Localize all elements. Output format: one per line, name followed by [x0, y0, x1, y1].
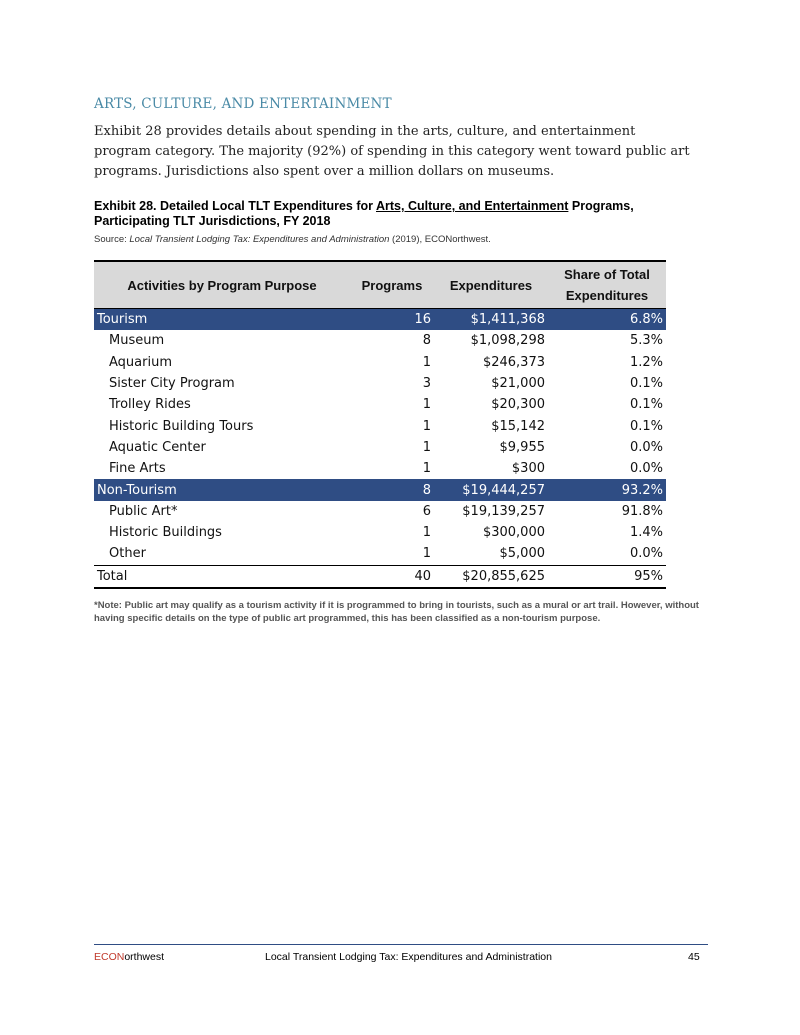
- cell-activity: Historic Buildings: [109, 525, 222, 541]
- header-activity: Activities by Program Purpose: [127, 277, 317, 293]
- cell-expenditures: $1,411,368: [434, 309, 548, 331]
- table-note: *Note: Public art may qualify as a tourism activity if it is programmed to bring in tourists, such as a mural or art trail. However, without having specific details on the type of public art programmed, this has been classified as a non-tourism purpose.: [94, 600, 699, 624]
- section-heading: ARTS, CULTURE, AND ENTERTAINMENT: [94, 96, 392, 112]
- cell-programs: 40: [350, 565, 434, 588]
- cell-expenditures: $20,300: [491, 397, 545, 413]
- header-share: [548, 261, 666, 309]
- cell-programs: 8: [350, 479, 434, 500]
- footer-divider: [94, 944, 708, 945]
- cell-activity: Fine Arts: [109, 461, 166, 477]
- table-row: [94, 415, 666, 436]
- cell-activity: Aquatic Center: [109, 439, 206, 455]
- cell-share: 0.1%: [629, 418, 663, 434]
- footer-brand-red: ECON: [94, 951, 125, 963]
- cell-activity: Museum: [109, 333, 165, 349]
- cell-programs: 3: [422, 376, 431, 392]
- cell-activity: Tourism: [94, 309, 350, 331]
- source-label: Source:: [94, 234, 130, 245]
- cell-activity: Other: [109, 546, 146, 562]
- table-row-group: [94, 479, 666, 500]
- table-row-group: [94, 309, 666, 331]
- cell-share: 1.4%: [629, 525, 663, 541]
- header-programs: Programs: [361, 277, 423, 293]
- cell-share: 93.2%: [548, 479, 666, 500]
- cell-programs: 1: [422, 418, 431, 434]
- table-row: [94, 501, 666, 522]
- intro-paragraph: Exhibit 28 provides details about spending in the arts, culture, and entertainment program category. The majority (92%) of spending in this category went toward public art programs. Jurisdictions also spent over a million dollars on museums.: [94, 124, 690, 179]
- expenditures-table: [94, 260, 666, 589]
- footer-title: Local Transient Lodging Tax: Expenditures and Administration: [265, 951, 552, 963]
- cell-share: 91.8%: [621, 503, 663, 519]
- page-number: 45: [688, 951, 700, 963]
- exhibit-source: [94, 234, 491, 245]
- cell-activity: Total: [94, 565, 350, 588]
- table-row: [94, 373, 666, 394]
- cell-expenditures: $15,142: [491, 418, 545, 434]
- table-row-total: [94, 565, 666, 588]
- table-row: [94, 394, 666, 415]
- cell-expenditures: $300: [511, 461, 545, 477]
- cell-activity: Aquarium: [109, 354, 172, 370]
- cell-activity: Trolley Rides: [109, 397, 191, 413]
- table-row: [94, 458, 666, 479]
- cell-programs: 1: [422, 546, 431, 562]
- footer-brand-rest: orthwest: [124, 951, 165, 963]
- cell-expenditures: $300,000: [482, 525, 545, 541]
- cell-share: 5.3%: [629, 333, 663, 349]
- exhibit-title-prefix: Exhibit 28. Detailed Local TLT Expenditures for: [94, 199, 376, 213]
- cell-expenditures: $21,000: [491, 376, 545, 392]
- table-header: [94, 261, 666, 309]
- cell-share: 95%: [548, 565, 666, 588]
- table-row: [94, 352, 666, 373]
- table-row: [94, 522, 666, 543]
- cell-programs: 1: [422, 354, 431, 370]
- cell-expenditures: $9,955: [499, 439, 545, 455]
- cell-share: 6.8%: [548, 309, 666, 331]
- header-expenditures: Expenditures: [449, 277, 533, 293]
- cell-expenditures: $5,000: [499, 546, 545, 562]
- cell-activity: Historic Building Tours: [109, 418, 254, 434]
- cell-share: 0.0%: [629, 439, 663, 455]
- source-italic: Local Transient Lodging Tax: Expenditures and Administration: [129, 234, 390, 245]
- cell-programs: 1: [422, 397, 431, 413]
- cell-share: 0.1%: [629, 397, 663, 413]
- cell-share: 0.0%: [629, 546, 663, 562]
- table-row: [94, 330, 666, 351]
- cell-activity: Non-Tourism: [94, 479, 350, 500]
- cell-expenditures: $19,444,257: [434, 479, 548, 500]
- table-row: [94, 543, 666, 565]
- cell-share: 0.0%: [629, 461, 663, 477]
- header-share-line2: Expenditures: [565, 288, 649, 303]
- cell-expenditures: $20,855,625: [434, 565, 548, 588]
- cell-activity: Public Art*: [109, 503, 178, 519]
- cell-expenditures: $246,373: [482, 354, 545, 370]
- cell-share: 0.1%: [629, 376, 663, 392]
- header-share-line1: Share of Total: [564, 267, 650, 282]
- exhibit-title-underlined: Arts, Culture, and Entertainment: [376, 199, 569, 213]
- cell-activity: Sister City Program: [109, 376, 235, 392]
- table-body: [94, 309, 666, 588]
- source-rest: (2019), ECONorthwest.: [389, 234, 491, 245]
- cell-programs: 8: [422, 333, 431, 349]
- cell-expenditures: $1,098,298: [470, 333, 545, 349]
- cell-expenditures: $19,139,257: [462, 503, 545, 519]
- exhibit-title-suffix: Programs, Participating TLT Jurisdictions, FY 2018: [94, 199, 634, 228]
- table-row: [94, 437, 666, 458]
- cell-programs: 1: [422, 439, 431, 455]
- exhibit-title: [94, 199, 694, 229]
- cell-programs: 16: [350, 309, 434, 331]
- cell-programs: 1: [422, 461, 431, 477]
- cell-programs: 1: [422, 525, 431, 541]
- cell-programs: 6: [422, 503, 431, 519]
- footer-brand: [94, 951, 164, 963]
- cell-share: 1.2%: [629, 354, 663, 370]
